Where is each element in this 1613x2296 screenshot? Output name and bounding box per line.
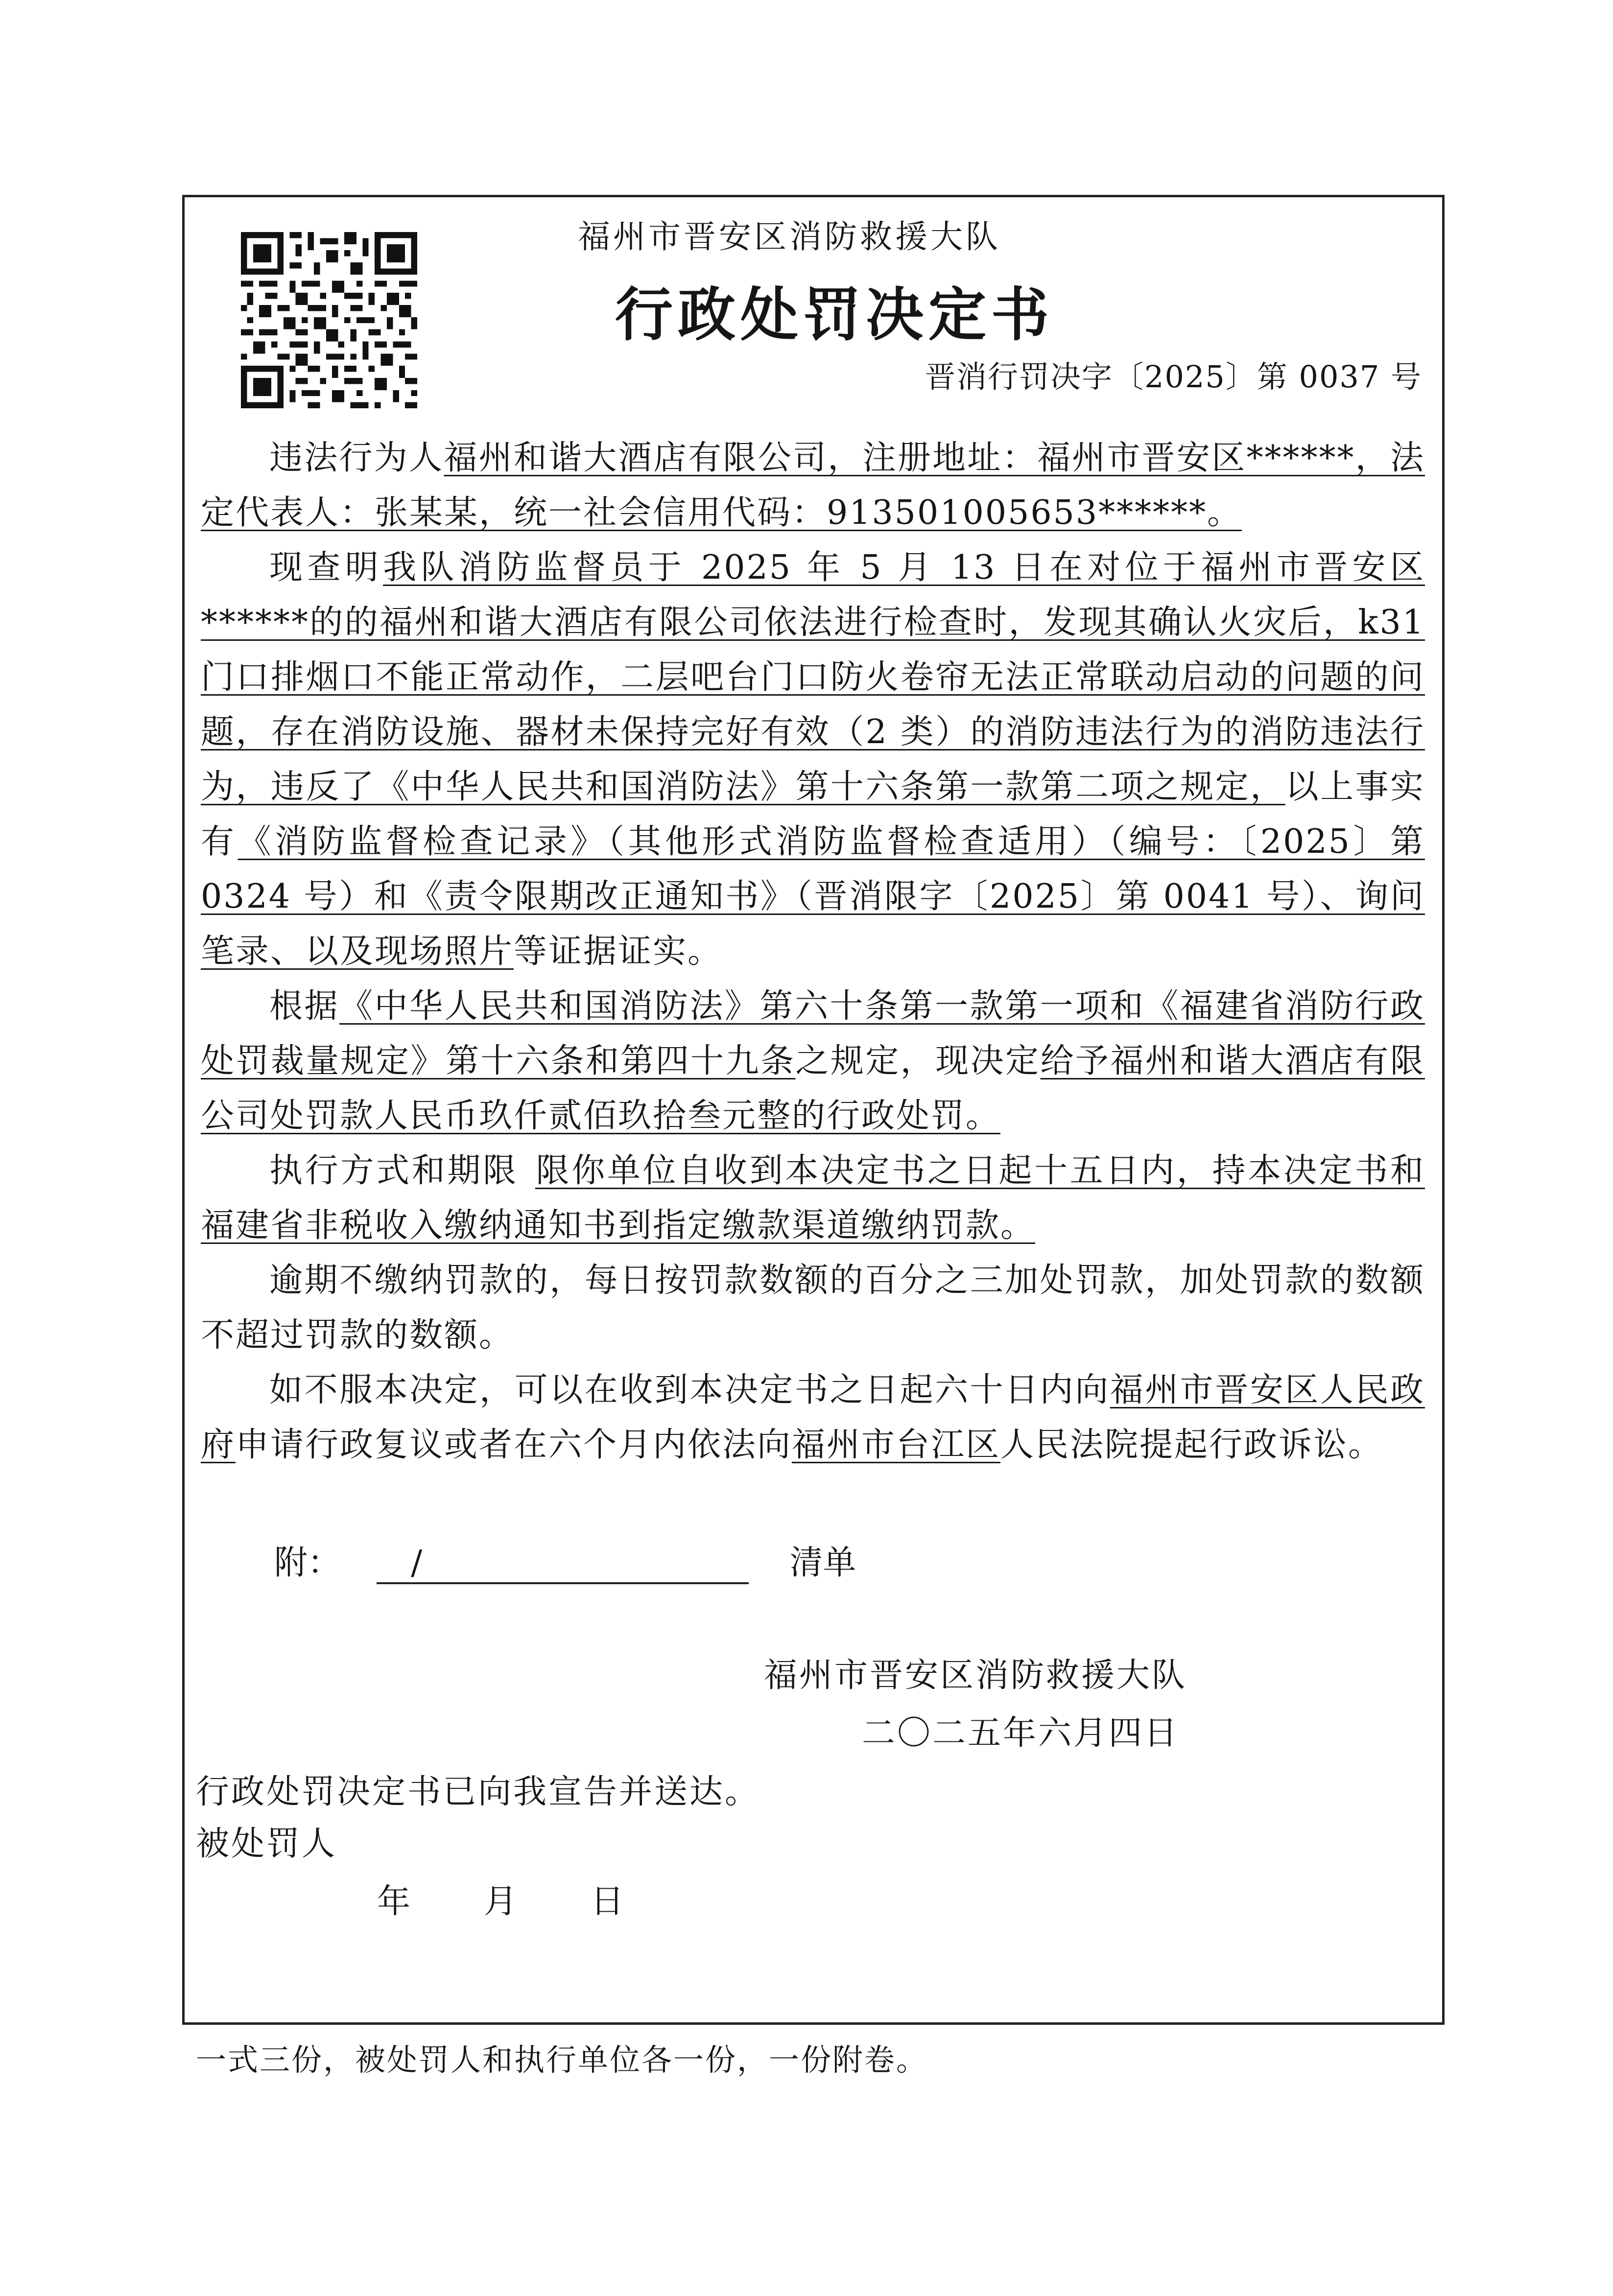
signature-date: 二〇二五年六月四日 [862, 1714, 1180, 1753]
attachment-suffix: 清单 [789, 1544, 856, 1582]
legal-basis: 《中华人民共和国消防法》第六十条第一款第一项和《福建省消防行政处罚裁量规定》第十六条和第四十九条 [201, 987, 1425, 1080]
findings-details: 我队消防监督员于 2025 年 5 月 13 日在对位于福州市晋安区******的的福州和谐大酒店有限公司依法进行检查时，发现其确认火灾后，k31 门口排烟口不能正常动作，二层吧台门口防火卷帘无法正常联动启动的问题的问题，存在消防设施、器材未保持完好有效（2 类）的消防违法行为的消防违法行为，违反了《中华人民共和国消防法》第十六条第一款第二项之规定， [201, 548, 1425, 806]
month-label: 月 [484, 1882, 518, 1921]
year-label: 年 [377, 1882, 411, 1921]
paragraph-late-payment: 逾期不缴纳罚款的，每日按罚款数额的百分之三加处罚款，加处罚款的数额不超过罚款的数额。 [201, 1261, 1425, 1355]
attachment-line [274, 1536, 856, 1584]
paragraph-appeal: 如不服本决定，可以在收到本决定书之日起六十日内向福州市晋安区人民政府申请行政复议或者在六个月内依法向福州市台江区人民法院提起行政诉讼。 [201, 1371, 1425, 1464]
evidence-list: 《消防监督检查记录》（其他形式消防监督检查适用）（编号：〔2025〕第 0324 号）和《责令限期改正通知书》（晋消限字〔2025〕第 0041 号）、询问笔录、以及现场照片 [201, 822, 1425, 971]
agency-name: 福州市晋安区消防救援大队 [578, 218, 1001, 256]
execution-terms: 限你单位自收到本决定书之日起十五日内，持本决定书和福建省非税收入缴纳通知书到指定缴款渠道缴纳罚款。 [201, 1151, 1425, 1245]
document-body [201, 431, 1425, 1473]
footnote: 一式三份，被处罚人和执行单位各一份，一份附卷。 [196, 2042, 928, 2078]
court-district: 福州市台江区 [792, 1426, 1001, 1464]
paragraph-offender: 违法行为人福州和谐大酒店有限公司，注册地址：福州市晋安区******，法定代表人：张某某，统一社会信用代码：913501005653******。 [201, 439, 1425, 532]
qr-code-icon [241, 229, 417, 411]
page-title: 行政处罚决定书 [615, 281, 1054, 349]
receipt-notice: 行政处罚决定书已向我宣告并送达。 [196, 1773, 760, 1811]
offender-details: 福州和谐大酒店有限公司，注册地址：福州市晋安区******，法定代表人：张某某，统一社会信用代码：913501005653******。 [201, 439, 1425, 532]
signature-organization: 福州市晋安区消防救援大队 [764, 1656, 1187, 1695]
review-authority: 福州市晋安区人民政府 [201, 1371, 1425, 1464]
paragraph-execution: 执行方式和期限 限你单位自收到本决定书之日起十五日内，持本决定书和福建省非税收入缴纳通知书到指定缴款渠道缴纳罚款。 [201, 1151, 1425, 1245]
paragraph-findings: 现查明我队消防监督员于 2025 年 5 月 13 日在对位于福州市晋安区******的的福州和谐大酒店有限公司依法进行检查时，发现其确认火灾后，k31 门口排烟口不能正常动作，二层吧台门口防火卷帘无法正常联动启动的问题的问题，存在消防设施、器材未保持完好有效（2 类）的消防违法行为的消防违法行为，违反了《中华人民共和国消防法》第十六条第一款第二项之规定，以上事实有《消防监督检查记录》（其他形式消防监督检查适用）（编号：〔2025〕第 0324 号）和《责令限期改正通知书》（晋消限字〔2025〕第 0041 号）、询问笔录、以及现场照片等证据证实。 [201, 548, 1425, 971]
receipt-date-line [377, 1875, 697, 1922]
attachment-value: / [377, 1544, 749, 1584]
penalty-decision: 给予福州和谐大酒店有限公司处罚款人民币玖仟贰佰玖拾叁元整的行政处罚。 [201, 1042, 1425, 1135]
document-number: 晋消行罚决字〔2025〕第 0037 号 [925, 359, 1422, 395]
penalized-person-label: 被处罚人 [196, 1825, 337, 1863]
day-label: 日 [591, 1882, 624, 1921]
attachment-label: 附： [274, 1544, 341, 1582]
paragraph-decision: 根据《中华人民共和国消防法》第六十条第一款第一项和《福建省消防行政处罚裁量规定》第十六条和第四十九条之规定，现决定给予福州和谐大酒店有限公司处罚款人民币玖仟贰佰玖拾叁元整的行政处罚。 [201, 987, 1425, 1135]
